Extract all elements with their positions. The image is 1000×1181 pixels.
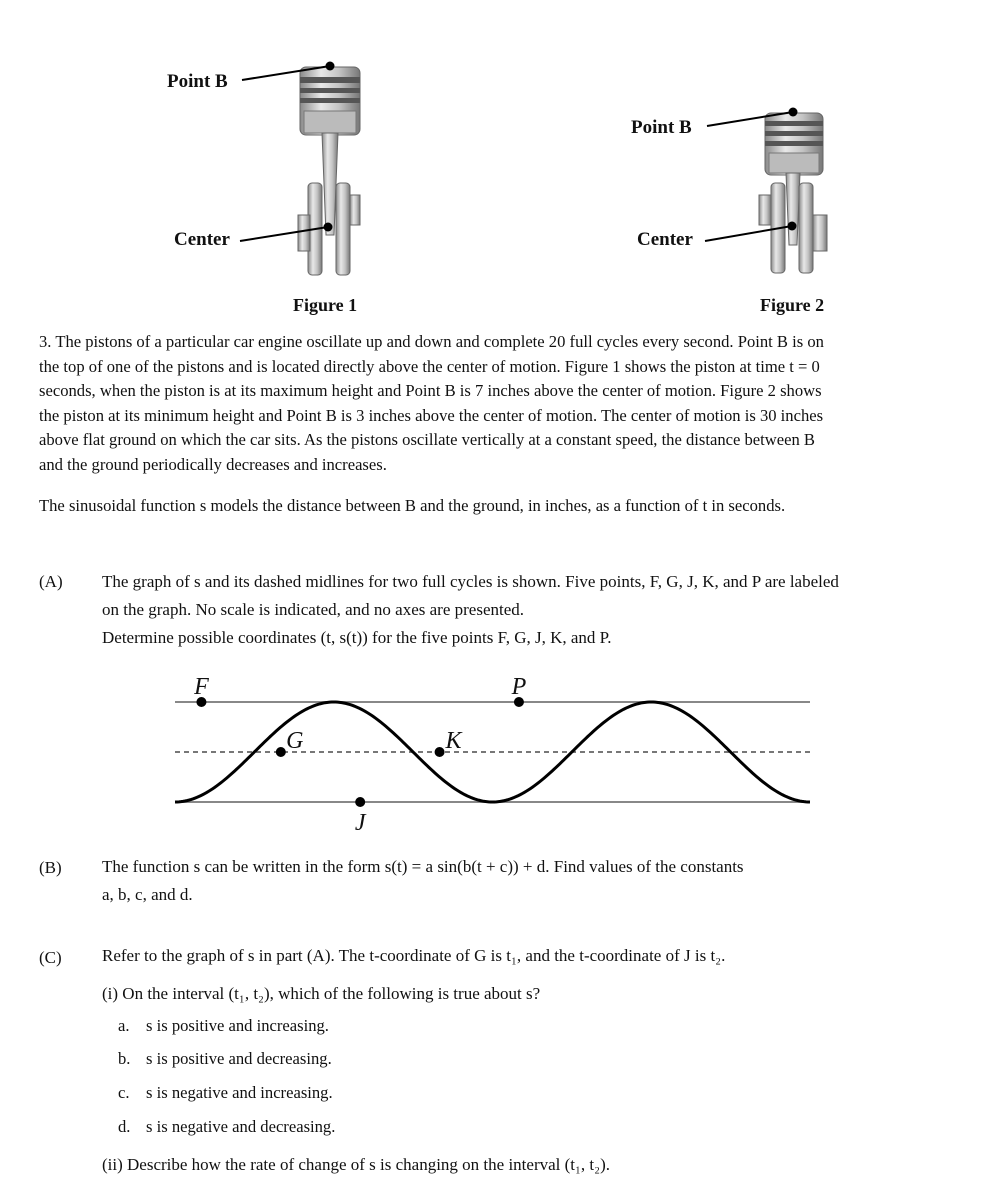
problem-intro <box>39 330 984 478</box>
intro-line: above flat ground on which the car sits. As the pistons oscillate vertically at a constant speed, the distance between B <box>39 430 816 450</box>
option-d[interactable] <box>118 1117 335 1137</box>
point-b-dot <box>789 108 798 117</box>
fig1-caption: Figure 1 <box>293 295 358 315</box>
part-a-letter: (A) <box>39 572 63 591</box>
part-a-line: The graph of s and its dashed midlines for two full cycles is shown. Five points, F, G, J, K, and P are labeled <box>102 572 839 591</box>
intro-line: 3. The pistons of a particular car engine oscillate up and down and complete 20 full cycles every second. Point B is on <box>39 332 824 351</box>
intro-line: seconds, when the piston is at its maximum height and Point B is 7 inches above the center of motion. Figure 2 shows <box>39 381 822 401</box>
option-letter: c. <box>118 1083 130 1102</box>
point-g-marker <box>276 747 286 757</box>
problem-number: 3. <box>39 332 52 351</box>
part-b-letter: (B) <box>39 858 62 877</box>
option-text: s is negative and increasing. <box>146 1083 333 1102</box>
fig1-point-b-label: Point B <box>167 71 228 92</box>
figure-1 <box>160 55 380 325</box>
part-c-sub1: (i) On the interval (t₁, t₂), which of the following is true about s? <box>102 984 541 1003</box>
part-a-text <box>102 568 982 652</box>
intro-line: the piston at its minimum height and Point B is 3 inches above the center of motion. The center of motion is 30 inches <box>39 405 824 425</box>
intro-line: the top of one of the pistons and is located directly above the center of motion. Figure 1 shows the piston at time t = 0 <box>39 356 820 376</box>
option-c[interactable] <box>118 1083 333 1103</box>
option-b[interactable] <box>118 1049 332 1069</box>
part-b-line: a, b, c, and d. <box>102 885 193 904</box>
point-k-label: K <box>445 728 462 754</box>
sinusoid-graph <box>160 670 840 840</box>
intro-line: and the ground periodically decreases and increases. <box>39 454 387 474</box>
center-dot <box>788 222 797 231</box>
option-letter: b. <box>118 1049 131 1068</box>
fig2-point-b-label: Point B <box>631 117 692 138</box>
fig2-center-label: Center <box>637 229 693 250</box>
part-a-line: Determine possible coordinates (t, s(t)) for the five points F, G, J, K, and P. <box>102 628 612 647</box>
option-text: s is negative and decreasing. <box>146 1117 336 1136</box>
part-c-line1: Refer to the graph of s in part (A). The t-coordinate of G is t₁, and the t-coordinate of J is t₂. <box>102 946 726 965</box>
point-g-label: G <box>286 728 304 754</box>
part-c-sub2: (ii) Describe how the rate of change of s is changing on the interval (t₁, t₂). <box>102 1155 610 1174</box>
part-b-line: The function s can be written in the form s(t) = a sin(b(t + c)) + d. Find values of the constants <box>102 857 744 876</box>
option-letter: a. <box>118 1016 130 1035</box>
part-a-line: on the graph. No scale is indicated, and no axes are presented. <box>102 600 525 619</box>
part-c-letter: (C) <box>39 948 62 967</box>
point-j-label: J <box>354 810 366 836</box>
option-letter: d. <box>118 1117 131 1136</box>
point-k-marker <box>435 747 445 757</box>
point-p-label: P <box>511 674 527 700</box>
part-b-text <box>102 853 982 909</box>
point-j-marker <box>355 797 365 807</box>
option-text: s is positive and decreasing. <box>146 1049 332 1068</box>
option-text: s is positive and increasing. <box>146 1016 329 1035</box>
fig1-center-label: Center <box>174 229 230 250</box>
point-b-dot <box>326 62 335 71</box>
point-f-label: F <box>194 674 209 700</box>
option-a[interactable] <box>118 1016 329 1036</box>
figure-2 <box>625 55 855 325</box>
fig2-caption: Figure 2 <box>760 295 825 315</box>
center-dot <box>324 223 333 232</box>
model-sentence: The sinusoidal function s models the distance between B and the ground, in inches, as a function of t in seconds. <box>39 496 786 515</box>
